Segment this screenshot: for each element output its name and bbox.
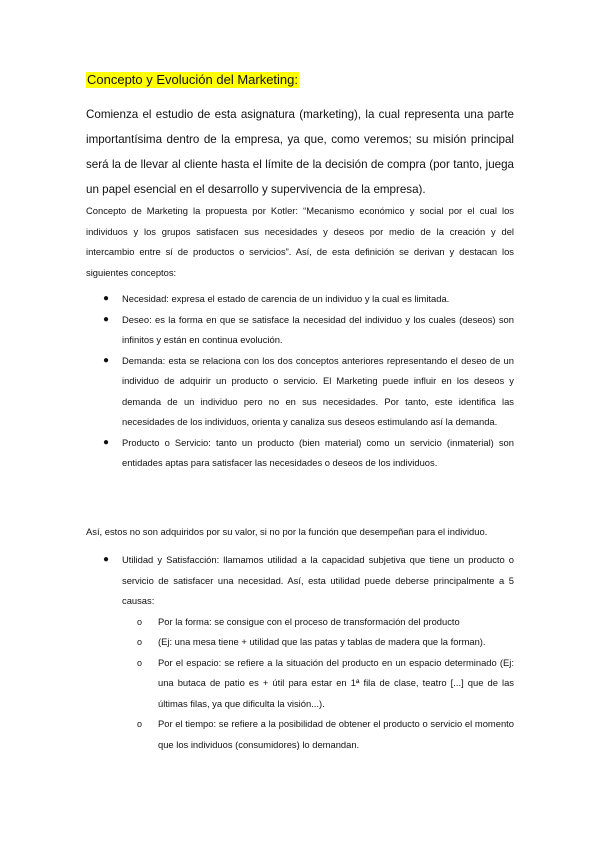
- bullet-icon: ●: [103, 313, 110, 325]
- list-item: [122, 612, 514, 633]
- bullet-icon: ●: [103, 354, 110, 366]
- list-item: [122, 653, 514, 715]
- circle-bullet-icon: o: [137, 657, 143, 668]
- concept-necesidad: Necesidad: expresa el estado de carencia de un individuo y la cual es limitada.: [122, 293, 450, 304]
- circle-bullet-icon: o: [137, 637, 143, 647]
- list-item: [86, 310, 514, 351]
- section-title: Concepto y Evolución del Marketing:: [87, 72, 299, 87]
- circle-bullet-icon: o: [137, 616, 143, 627]
- causes-list: [122, 612, 514, 756]
- cause-espacio: Por el espacio: se refiere a la situación del producto en un espacio determinado (Ej: una butaca de patio es + útil para estar en 1ª fila de clase, teatro [...] que de las últimas filas, ya que dificulta la visión...).: [158, 656, 514, 709]
- circle-bullet-icon: o: [137, 719, 143, 729]
- list-item: [86, 289, 514, 310]
- kotler-definition-paragraph: Concepto de Marketing la propuesta por Kotler: “Mecanismo económico y social por el cual los individuos y los grupos satisfacen sus necesidades y deseos por medio de la creación y del intercambio entre sí de productos o servicios”. Así, de esta definición se derivan y destacan los siguientes conceptos:: [86, 205, 514, 278]
- utility-list: [86, 550, 514, 755]
- intro-paragraph: Comienza el estudio de esta asignatura (marketing), la cual representa una parte importantísima dentro de la empresa, ya que, como veremos; su misión principal será la de llevar al cliente hasta el límite de la decisión de compra (por tanto, juega un papel esencial en el desarrollo y supervivencia de la empresa).: [86, 108, 514, 196]
- cause-forma: Por la forma: se consigue con el proceso de transformación del producto: [158, 615, 460, 627]
- bullet-icon: ●: [103, 293, 110, 304]
- utility-satisfaccion: Utilidad y Satisfacción: llamamos utilidad a la capacidad subjetiva que tiene un producto o servicio de satisfacer una necesidad. Así, esta utilidad puede deberse principalmente a 5 causas:: [122, 554, 514, 606]
- list-item: [86, 351, 514, 433]
- concepts-list: [86, 289, 514, 474]
- bullet-icon: ●: [103, 436, 110, 448]
- cause-tiempo: Por el tiempo: se refiere a la posibilidad de obtener el producto o servicio el momento que los individuos (consumidores) lo demandan.: [158, 718, 514, 750]
- concept-demanda: Demanda: esta se relaciona con los dos conceptos anteriores representando el deseo de un individuo de adquirir un producto o servicio. El Marketing puede influir en los deseos y demanda de un individuo pero no en sus necesidades. Por tanto, este identifica las necesidades de los individuos, orienta y canaliza sus deseos estimulando así la demanda.: [122, 354, 514, 427]
- bullet-icon: ●: [103, 554, 110, 565]
- list-item: [122, 714, 514, 755]
- list-item: [122, 632, 514, 653]
- concept-deseo: Deseo: es la forma en que se satisface la necesidad del individuo y los cuales (deseos) son infinitos y están en continua evolución.: [122, 313, 514, 345]
- cause-forma-example: (Ej: una mesa tiene + utilidad que las patas y tablas de madera que la forman).: [158, 636, 486, 647]
- concept-producto-servicio: Producto o Servicio: tanto un producto (bien material) como un servicio (inmaterial) son entidades aptas para satisfacer las necesidades o deseos de los individuos.: [122, 436, 514, 468]
- list-item: [86, 550, 514, 755]
- list-item: [86, 433, 514, 474]
- function-sentence: Así, estos no son adquiridos por su valor, si no por la función que desempeñan para el individuo.: [86, 526, 488, 537]
